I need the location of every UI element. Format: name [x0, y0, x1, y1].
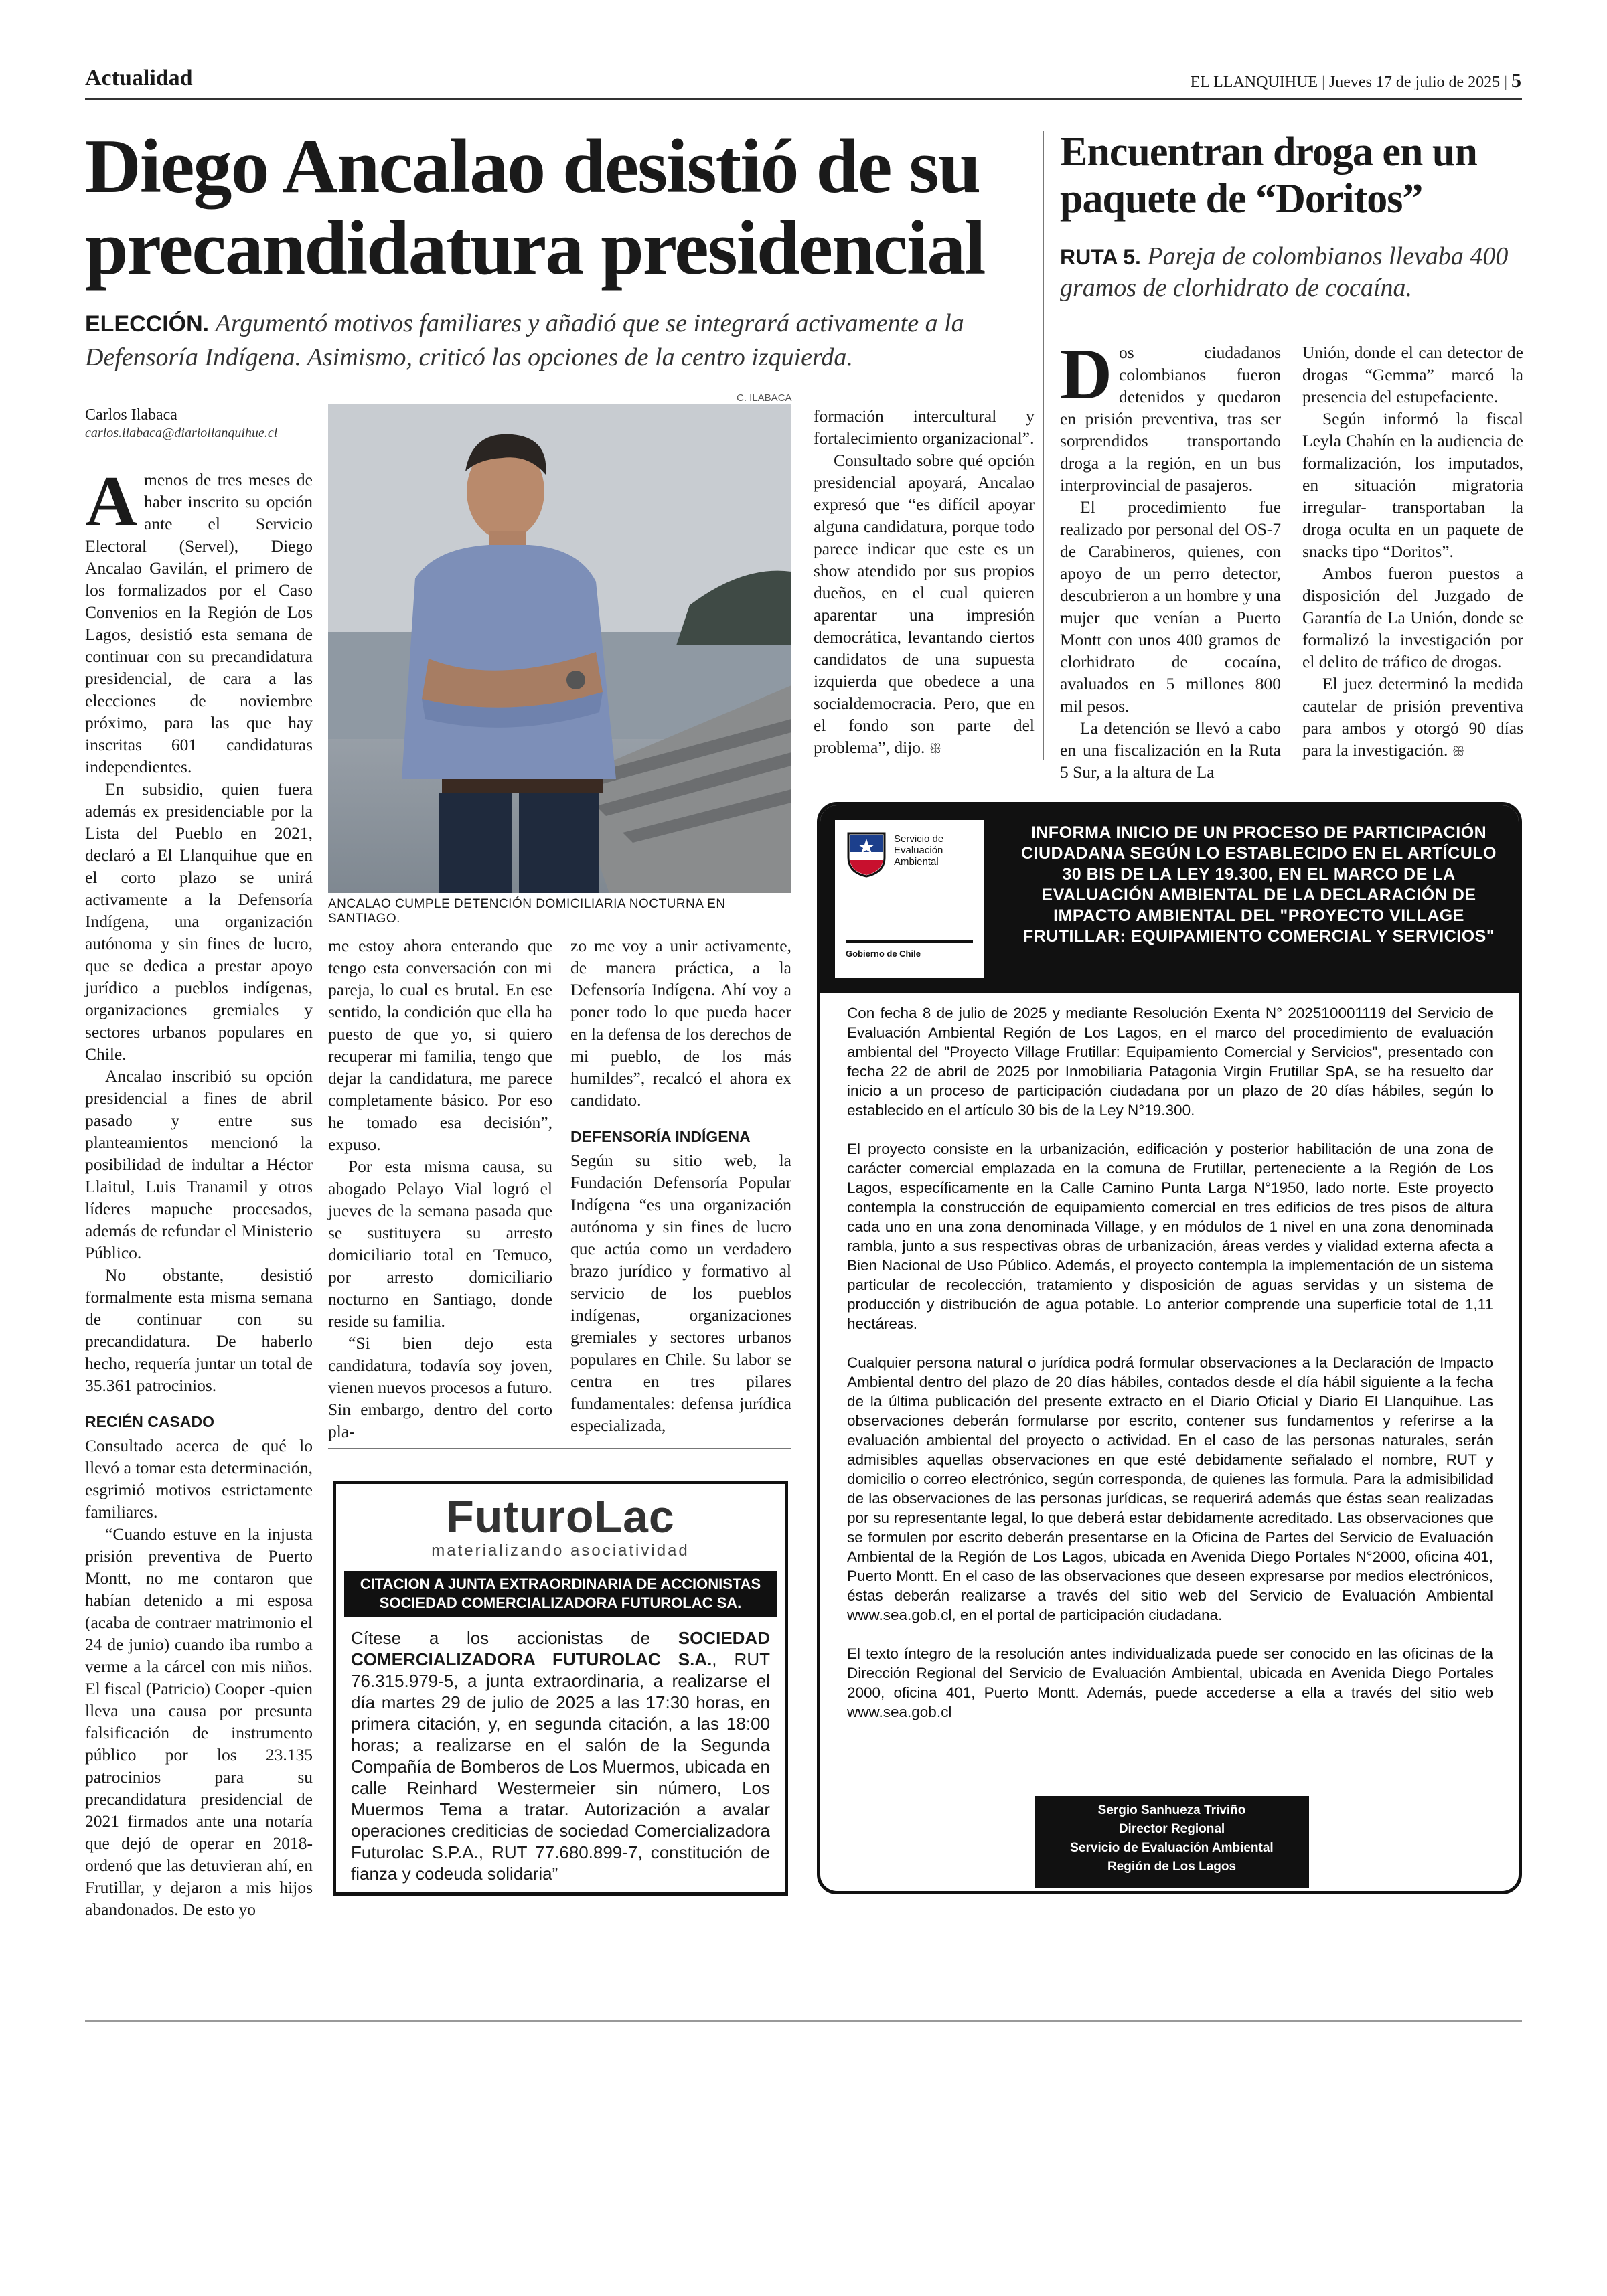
main-column-2: [328, 934, 552, 1443]
subheading-defensoria: DEFENSORÍA INDÍGENA: [570, 1128, 751, 1145]
futurolac-body: [351, 1627, 770, 1884]
signer-name: Sergio Sanhueza Triviño: [1097, 1803, 1246, 1817]
paragraph: Consultado acerca de qué lo llevó a tomar esta determinación, esgrimió motivos estrictamente familiares.: [85, 1436, 313, 1522]
header-rule: [85, 98, 1522, 100]
main-column-1: [85, 462, 313, 1920]
paragraph: La detención se llevó a cabo en una fiscalización en la Ruta 5 Sur, a la altura de La: [1060, 718, 1281, 782]
subheading-recien-casado: RECIÉN CASADO: [85, 1413, 214, 1430]
futurolac-body-intro: Cítese a los accionistas de: [351, 1628, 678, 1648]
futurolac-company: SOCIEDAD COMERCIALIZADORA FUTUROLAC S.A.: [351, 1628, 770, 1669]
paragraph: En subsidio, quien fuera además ex presidenciable por la Lista del Pueblo en 2021, declaró a El Llanquihue que en el corto plazo se unirá activamente a la Defensoría Indígena, una organización autónoma y sin fines de lucro, que se dedica a prestar apoyo jurídico a pueblos indígenas, organizaciones gremiales y sectores urbanos populares en Chile.: [85, 779, 313, 1064]
page-header-meta: EL LLANQUIHUE | Jueves 17 de julio de 2025 | 5: [1190, 70, 1521, 92]
paragraph: formación intercultural y fortalecimiento organizacional”.: [814, 406, 1035, 448]
section-label: Actualidad: [85, 66, 193, 90]
portrait-illustration: [328, 404, 791, 893]
photo-credit: C. ILABACA: [737, 392, 792, 404]
gov-bar: [846, 940, 973, 943]
futurolac-logo: [336, 1493, 785, 1560]
paragraph: Consultado sobre qué opción presidencial apoyará, Ancalao expresó que “es difícil apoyar alguna candidatura, porque todo parece indicar que este es un show atendido por sus propios dueños, en el cual quieren aparentar una impresión democrática, levantando ciertos candidatos de una supuesta izquierda que obedece a una socialdemocracia. Pero, que en el fondo son parte del problema”, dijo. ꕥ: [814, 450, 1035, 757]
paragraph: “Si bien dejo esta candidatura, todavía soy joven, vienen nuevos procesos a futuro. Sin embargo, dentro del corto pla-: [328, 1333, 552, 1441]
gov-label: Gobierno de Chile: [846, 949, 921, 959]
signer-role: Director Regional: [1118, 1822, 1225, 1836]
paragraph: El procedimiento fue realizado por personal del OS-7 de Carabineros, quienes, con apoyo de un perro detector, descubrieron a un hombre y una mujer que venían a Puerto Montt con unos 400 gramos de clorhidrato de cocaína, avaluados en 5 millones 800 mil pesos.: [1060, 497, 1281, 716]
author-name: Carlos Ilabaca: [85, 406, 177, 424]
byline: [85, 406, 313, 441]
paragraph: Por esta misma causa, su abogado Pelayo Vial logró el jueves de la semana pasada que se sustituyera su arresto domiciliario total en Temuco, por arresto domiciliario nocturno en Santiago, donde reside su familia.: [328, 1157, 552, 1331]
signer-org: Servicio de Evaluación Ambiental: [1070, 1841, 1274, 1855]
issue-date: Jueves 17 de julio de 2025: [1328, 74, 1501, 91]
paragraph: Unión, donde el can detector de drogas “Gemma” marcó la presencia del estupefaciente.: [1302, 343, 1523, 406]
lead-paragraph: [85, 462, 313, 778]
sea-ad: [817, 802, 1522, 1894]
main-subhead: [85, 307, 1043, 374]
futurolac-body-text: , RUT 76.315.979-5, a junta extraordinaria, a realizarse el día martes 29 de julio de 2025 a las 17:30 horas, en primera citación, y, en segunda citación, a las 18:00 horas; a realizarse en el salón de la Segunda Compañía de Bomberos de Los Muermos, ubicada en calle Reinhard Westermeier sin número, Los Muermos Tema a tratar. Autorización a avalar operaciones crediticias de sociedad Comercializadora Futurolac S.P.A., RUT 77.680.899-7, constitución de fianza y codeuda solidaria”: [351, 1649, 770, 1884]
paragraph: Según informó la fiscal Leyla Chahín en la audiencia de formalización, los imputados, en situación migratoria irregular- transportaban la droga oculta en un paquete de snacks tipo “Doritos”.: [1302, 409, 1523, 561]
side-column-1: [1060, 335, 1281, 783]
top-column-divider: [1043, 131, 1044, 760]
end-mark-icon: ꕥ: [1452, 744, 1465, 759]
paragraph: Ambos fueron puestos a disposición del Juzgado de Garantía de La Unión, donde se formalizó la investigación por el delito de tráfico de drogas.: [1302, 564, 1523, 671]
side-subhead: [1060, 241, 1529, 303]
futurolac-brand: FuturoLac: [446, 1491, 675, 1542]
futurolac-ad: [333, 1481, 788, 1896]
signer-region: Región de Los Lagos: [1107, 1860, 1237, 1874]
main-subhead-text: Argumentó motivos familiares y añadió que se integrará activamente a la Defensoría Indígena. Asimismo, criticó las opciones de la centro izquierda.: [85, 309, 964, 372]
footer-rule: [85, 2020, 1522, 2022]
sea-logo-line1: Servicio de: [894, 833, 944, 845]
side-subhead-text: Pareja de colombianos llevaba 400 gramos de clorhidrato de cocaína.: [1060, 242, 1509, 302]
sea-logo-line3: Ambiental: [894, 856, 939, 868]
paragraph: menos de tres meses de haber inscrito su opción ante el Servicio Electoral (Servel), Diego Ancalao Gavilán, el primero de los formalizados por el Caso Convenios en la Región de Los Lagos, desistió esta semana de continuar con su precandidatura presidencial, de cara a las elecciones de noviembre próximo, para las que hay inscritas 601 candidaturas independientes.: [85, 470, 313, 776]
paragraph: No obstante, desistió formalmente esta misma semana de continuar con su precandidatura. De haberlo hecho, requería juntar un total de 35.361 patrocinios.: [85, 1265, 313, 1395]
sea-paragraph-3: Cualquier persona natural o jurídica podrá formular observaciones a la Declaración de Impacto Ambiental dentro del plazo de 20 días hábiles, contados desde el día hábil siguiente a la fecha de la última publicación del presente extracto en el Diario Oficial y Diario El Llanquihue. Las observaciones deberán formularse por escrito, contener sus fundamentos y referirse a la evaluación ambiental del proyecto o actividad. En el caso de las personas naturales, serán admisibles aquellas observaciones en que esté debidamente señalado el nombre, RUT y domicilio o correo electrónico, según corresponda, de quienes las formula. Para la admisibilidad de las observaciones de las personas jurídicas, se requerirá además que éstas sean realizadas por su representante legal, lo que deberá estar debidamente acreditado. Las observaciones que se formulen por escrito deberán presentarse en la Oficina de Partes del Servicio de Evaluación Ambiental de la Región de Los Lagos, ubicada en Avenida Diego Portales N°2000, oficina 401, Puerto Montt. En el caso de las observaciones que deseen expresarse por medios electrónicos, éstas deberán realizarse a través del sitio web del Servicio de Evaluación Ambiental www.sea.gob.cl, en el portal de participación ciudadana.: [847, 1354, 1493, 1623]
side-column-2: [1302, 341, 1523, 763]
main-column-3: [570, 934, 791, 1437]
sea-paragraph-1: Con fecha 8 de julio de 2025 y mediante Resolución Exenta N° 202510001119 del Servicio de Evaluación Ambiental Región de Los Lagos, en el marco del procedimiento de evaluación ambiental del "Proyecto Village Frutillar: Equipamiento Comercial y Servicios", presentado con fecha 22 de abril de 2025 por Inmobiliaria Patagonia Virgin Frutillar SpA, se ha resuelto dar inicio a un proceso de participación ciudadana por un plazo de 20 días hábiles, según lo establecido en el artículo 30 bis de la Ley N°19.300.: [847, 1005, 1493, 1119]
side-headline: Encuentran droga en un paquete de “Doritos”: [1060, 129, 1477, 222]
futurolac-tagline: materializando asociatividad: [431, 1542, 690, 1560]
sea-signature-block: [1035, 1796, 1309, 1888]
ad-separator-rule: [328, 1448, 791, 1449]
paragraph: Ancalao inscribió su opción presidencial a fines de abril pasado y entre sus planteamientos mencionó la posibilidad de indultar a Héctor Llaitul, Luis Tranamil y otros líderes mapuche procesados, además de refundar el Ministerio Público.: [85, 1066, 313, 1262]
drop-cap: D: [1060, 335, 1112, 414]
futurolac-title: CITACION A JUNTA EXTRAORDINARIA DE ACCIONISTAS SOCIEDAD COMERCIALIZADORA FUTUROLAC SA.: [344, 1571, 777, 1617]
end-mark-icon: ꕥ: [929, 742, 942, 756]
paragraph: zo me voy a unir activamente, de manera práctica, a la Defensoría Indígena. Ahí voy a poner todo lo que pueda hacer en la defensa de los derechos de mi pueblo, de los más humildes”, recalcó el ahora ex candidato.: [570, 936, 791, 1110]
sea-paragraph-4: El texto íntegro de la resolución antes individualizada puede ser conocido en las oficinas de la Dirección Regional del Servicio de Evaluación Ambiental, ubicada en Avenida Diego Portales 2000, oficina 401, Puerto Montt. Además, puede accederse a ella a través del sitio web www.sea.gob.cl: [847, 1645, 1493, 1720]
sea-logo: [835, 820, 984, 978]
paragraph: Según su sitio web, la Fundación Defensoría Popular Indígena “es una organización autónoma y sin fines de lucro que actúa como un verdadero brazo jurídico y formativo al servicio de los pueblos indígenas, organizaciones gremiales y sectores urbanos populares en Chile. Su labor se centra en tres pilares fundamentales: defensa jurídica especializada,: [570, 1151, 791, 1435]
side-lead-paragraph: [1060, 335, 1281, 496]
page-number: 5: [1511, 70, 1521, 92]
paragraph: me estoy ahora enterando que tengo esta conversación con mi pareja, lo cual es brutal. En ese sentido, la condición que ella ha puesto de que yo, si quiero recuperar mi familia, tengo que dejar la candidatura, me parece completamente básico. Por eso he tomado esa decisión”, expuso.: [328, 936, 552, 1154]
side-kicker: RUTA 5.: [1060, 245, 1141, 269]
main-kicker: ELECCIÓN.: [85, 311, 210, 337]
sea-ad-body: [847, 1003, 1493, 1722]
photo-caption: ANCALAO CUMPLE DETENCIÓN DOMICILIARIA NOCTURNA EN SANTIAGO.: [328, 897, 726, 926]
main-column-3-upper: [814, 405, 1035, 760]
paragraph: os ciudadanos colombianos fueron detenidos y quedaron en prisión preventiva, tras ser sorprendidos transportando droga a la región, en un bus interprovincial de pasajeros.: [1060, 343, 1281, 495]
sea-ad-title: INFORMA INICIO DE UN PROCESO DE PARTICIPACIÓN CIUDADANA SEGÚN LO ESTABLECIDO EN EL ARTÍCULO 30 BIS DE LA LEY 19.300, EN EL MARCO DE LA EVALUACIÓN AMBIENTAL DE LA DECLARACIÓN DE IMPACTO AMBIENTAL DEL "PROYECTO VILLAGE FRUTILLAR: EQUIPAMIENTO COMERCIAL Y SERVICIOS": [1020, 823, 1497, 946]
main-headline: Diego Ancalao desistió de su precandidatura presidencial: [85, 124, 985, 291]
portrait-photo: [328, 404, 791, 893]
paragraph: “Cuando estuve en la injusta prisión preventiva de Puerto Montt, no me contaron que habían detenido a mi esposa (acaba de contraer matrimonio el 24 de junio) cuando iba rumbo a verme a la cárcel con mis niños. El fiscal (Patricio) Cooper -quien lleva una causa por presunta falsificación de instrumento público por los 23.135 patrocinios para su precandidatura presidencial de 2021 firmados ante una notaría que dejó de operar en 2018- ordenó que las detuvieran ahí, en Frutillar, y dejaron a mis hijos abandonados. De esto yo: [85, 1524, 313, 1919]
chile-shield-icon: [846, 831, 887, 878]
drop-cap: A: [85, 462, 137, 542]
paper-name: EL LLANQUIHUE: [1190, 74, 1318, 91]
author-email: carlos.ilabaca@diariollanquihue.cl: [85, 426, 278, 440]
sea-logo-line2: Evaluación: [894, 845, 943, 856]
paragraph: El juez determinó la medida cautelar de prisión preventiva para ambos y otorgó 90 días para la investigación. ꕥ: [1302, 674, 1523, 760]
sea-paragraph-2: El proyecto consiste en la urbanización, edificación y posterior habilitación de una zona de carácter comercial emplazada en la comuna de Frutillar, perteneciente a la Región de Los Lagos, específicamente en la Calle Camino Punta Larga N°1950, lado norte. Este proyecto contempla la construcción de equipamiento comercial en tres edificios de tres pisos de altura cada uno en una zona denominada Village, y en módulos de 1 nivel en una zona denominada rambla, junto a sus respectivas obras de urbanización, áreas verdes y vialidad externa afecta a Bien Nacional de Uso Público. Además, el proyecto contempla la implementación de un sistema particular de recolección, tratamiento y disposición de aguas servidas y un sistema de producción y distribución de agua potable. Lo anterior comprende una superficie total de 1,11 hectáreas.: [847, 1141, 1493, 1332]
